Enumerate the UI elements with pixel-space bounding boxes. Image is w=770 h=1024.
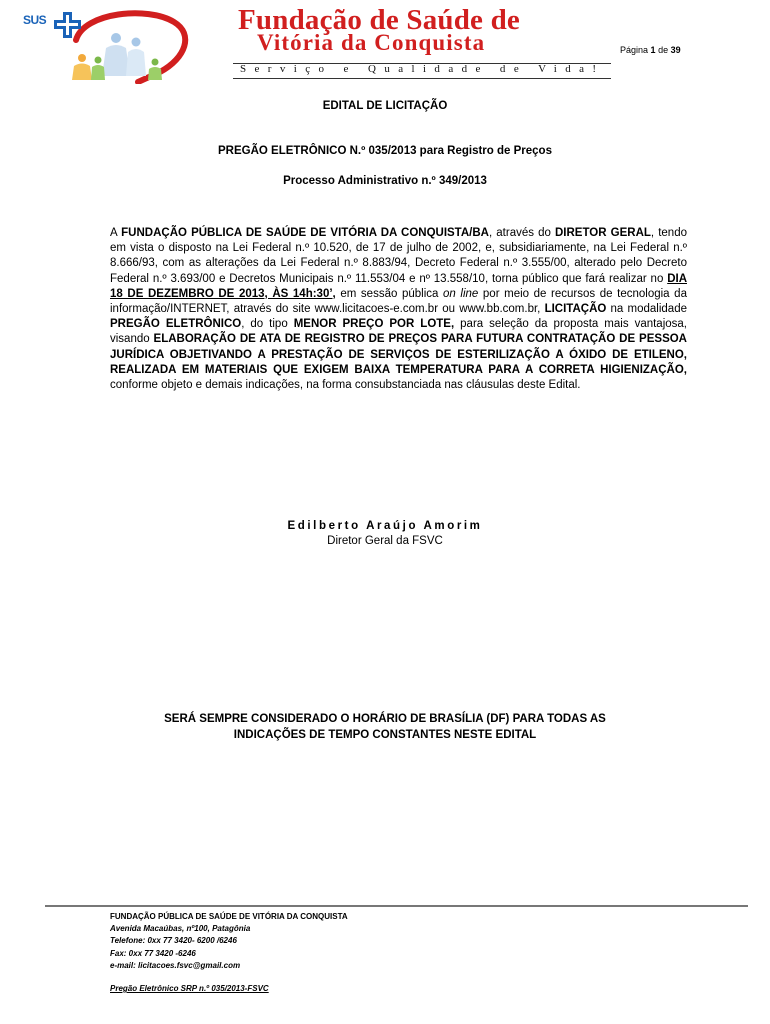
text-run: , tendo em vista o disposto na Lei Federal n.º 10.520, de 17 de julho de 2002, e, subsidiariamente, na Lei Federal n.º 8.666/93, com as alterações da Lei Federal n.º 8.883/94, Decreto Federal n.º 3.555/00, alterado pelo Decreto Federal n.º 3.693/00 e Decretos Municipais n.º 11.553/04 e nº 13.558/10, torna público que fará realizar no [110,227,687,285]
text-run-bold: , [332,287,336,300]
text-run-bold: DIRETOR GERAL [555,227,651,239]
processo-title: Processo Administrativo n.º 349/2013 [283,175,487,187]
footer-reference: Pregão Eletrônico SRP n.º 035/2013-FSVC [110,984,269,994]
document-title: EDITAL DE LICITAÇÃO [322,100,448,112]
footer-address: Avenida Macaúbas, nº100, Patagônia [110,924,251,934]
text-run: por meio de recursos de tecnologia da informação/INTERNET, através do site www.licitacoes-e.com.br ou www.bb.com.br, [110,287,687,316]
footer-divider [45,905,748,907]
text-run: , através do [488,227,555,239]
session-date: DIA 18 DE DEZEMBRO DE 2013, ÀS 14h:30’ [110,272,687,300]
object-description: ELABORAÇÃO DE ATA DE REGISTRO DE PREÇOS PARA FUTURA CONTRATAÇÃO DE PESSOA JURÍDICA OBJETIVANDO A PRESTAÇÃO DE SERVIÇOS DE ESTERILIZAÇÃO A ÓXIDO DE ETILENO, REALIZADA EM MATERIAIS QUE EXIGEM BAIXA TEMPERATURA PARA A CORRETA HIGIENIZAÇÃO, [110,333,687,376]
text-run-bold: LICITAÇÃO [544,303,607,316]
page-of: de [658,45,669,55]
org-name-line1: Fundação de Saúde de [238,4,520,36]
text-run-bold: MENOR PREÇO POR LOTE, [293,318,455,331]
text-run: conforme objeto e demais indicações, na forma consubstanciada nas cláusulas deste Edital. [110,379,581,392]
slogan: Serviço e Qualidade de Vida! [240,63,605,75]
text-run: , do tipo [241,318,294,331]
text-run-bold: PREGÃO ELETRÔNICO [110,318,242,331]
org-name-line2: Vitória da Conquista [257,30,486,55]
text-run-italic: on line [443,287,479,300]
signatory-role: Diretor Geral da FSVC [327,535,443,547]
page-indicator [620,45,681,55]
text-run: A [110,227,122,239]
notice-line: INDICAÇÕES DE TEMPO CONSTANTES NESTE EDITAL [233,729,537,741]
page-footer [110,911,348,995]
text-run: em sessão pública [335,287,444,300]
text-run: para seleção da proposta mais vantajosa, visando [110,318,687,346]
footer-phone: Telefone: 0xx 77 3420- 6200 /6246 [110,936,237,946]
footer-org: FUNDAÇÃO PÚBLICA DE SAÚDE DE VITÓRIA DA CONQUISTA [110,912,348,921]
signatory-name: Edilberto Araújo Amorim [287,520,483,532]
page-prefix: Página [620,45,649,55]
page-total: 39 [670,45,681,55]
sus-label: SUS [23,13,47,27]
footer-fax: Fax: 0xx 77 3420 -6246 [110,948,196,958]
page-header [0,0,770,88]
pregao-title: PREGÃO ELETRÔNICO N.º 035/2013 para Registro de Preços [218,145,552,157]
main-paragraph [110,226,687,393]
page-current: 1 [650,45,656,55]
text-run-bold: FUNDAÇÃO PÚBLICA DE SAÚDE DE VITÓRIA DA CONQUISTA/BA [121,227,489,239]
notice-line: SERÁ SEMPRE CONSIDERADO O HORÁRIO DE BRASÍLIA (DF) PARA TODAS AS [164,713,606,725]
text-run: na modalidade [606,303,687,316]
fsvc-family-logo-icon [18,6,218,84]
time-notice [0,711,770,743]
footer-email: e-mail: licitacoes.fsvc@gmail.com [110,960,241,970]
